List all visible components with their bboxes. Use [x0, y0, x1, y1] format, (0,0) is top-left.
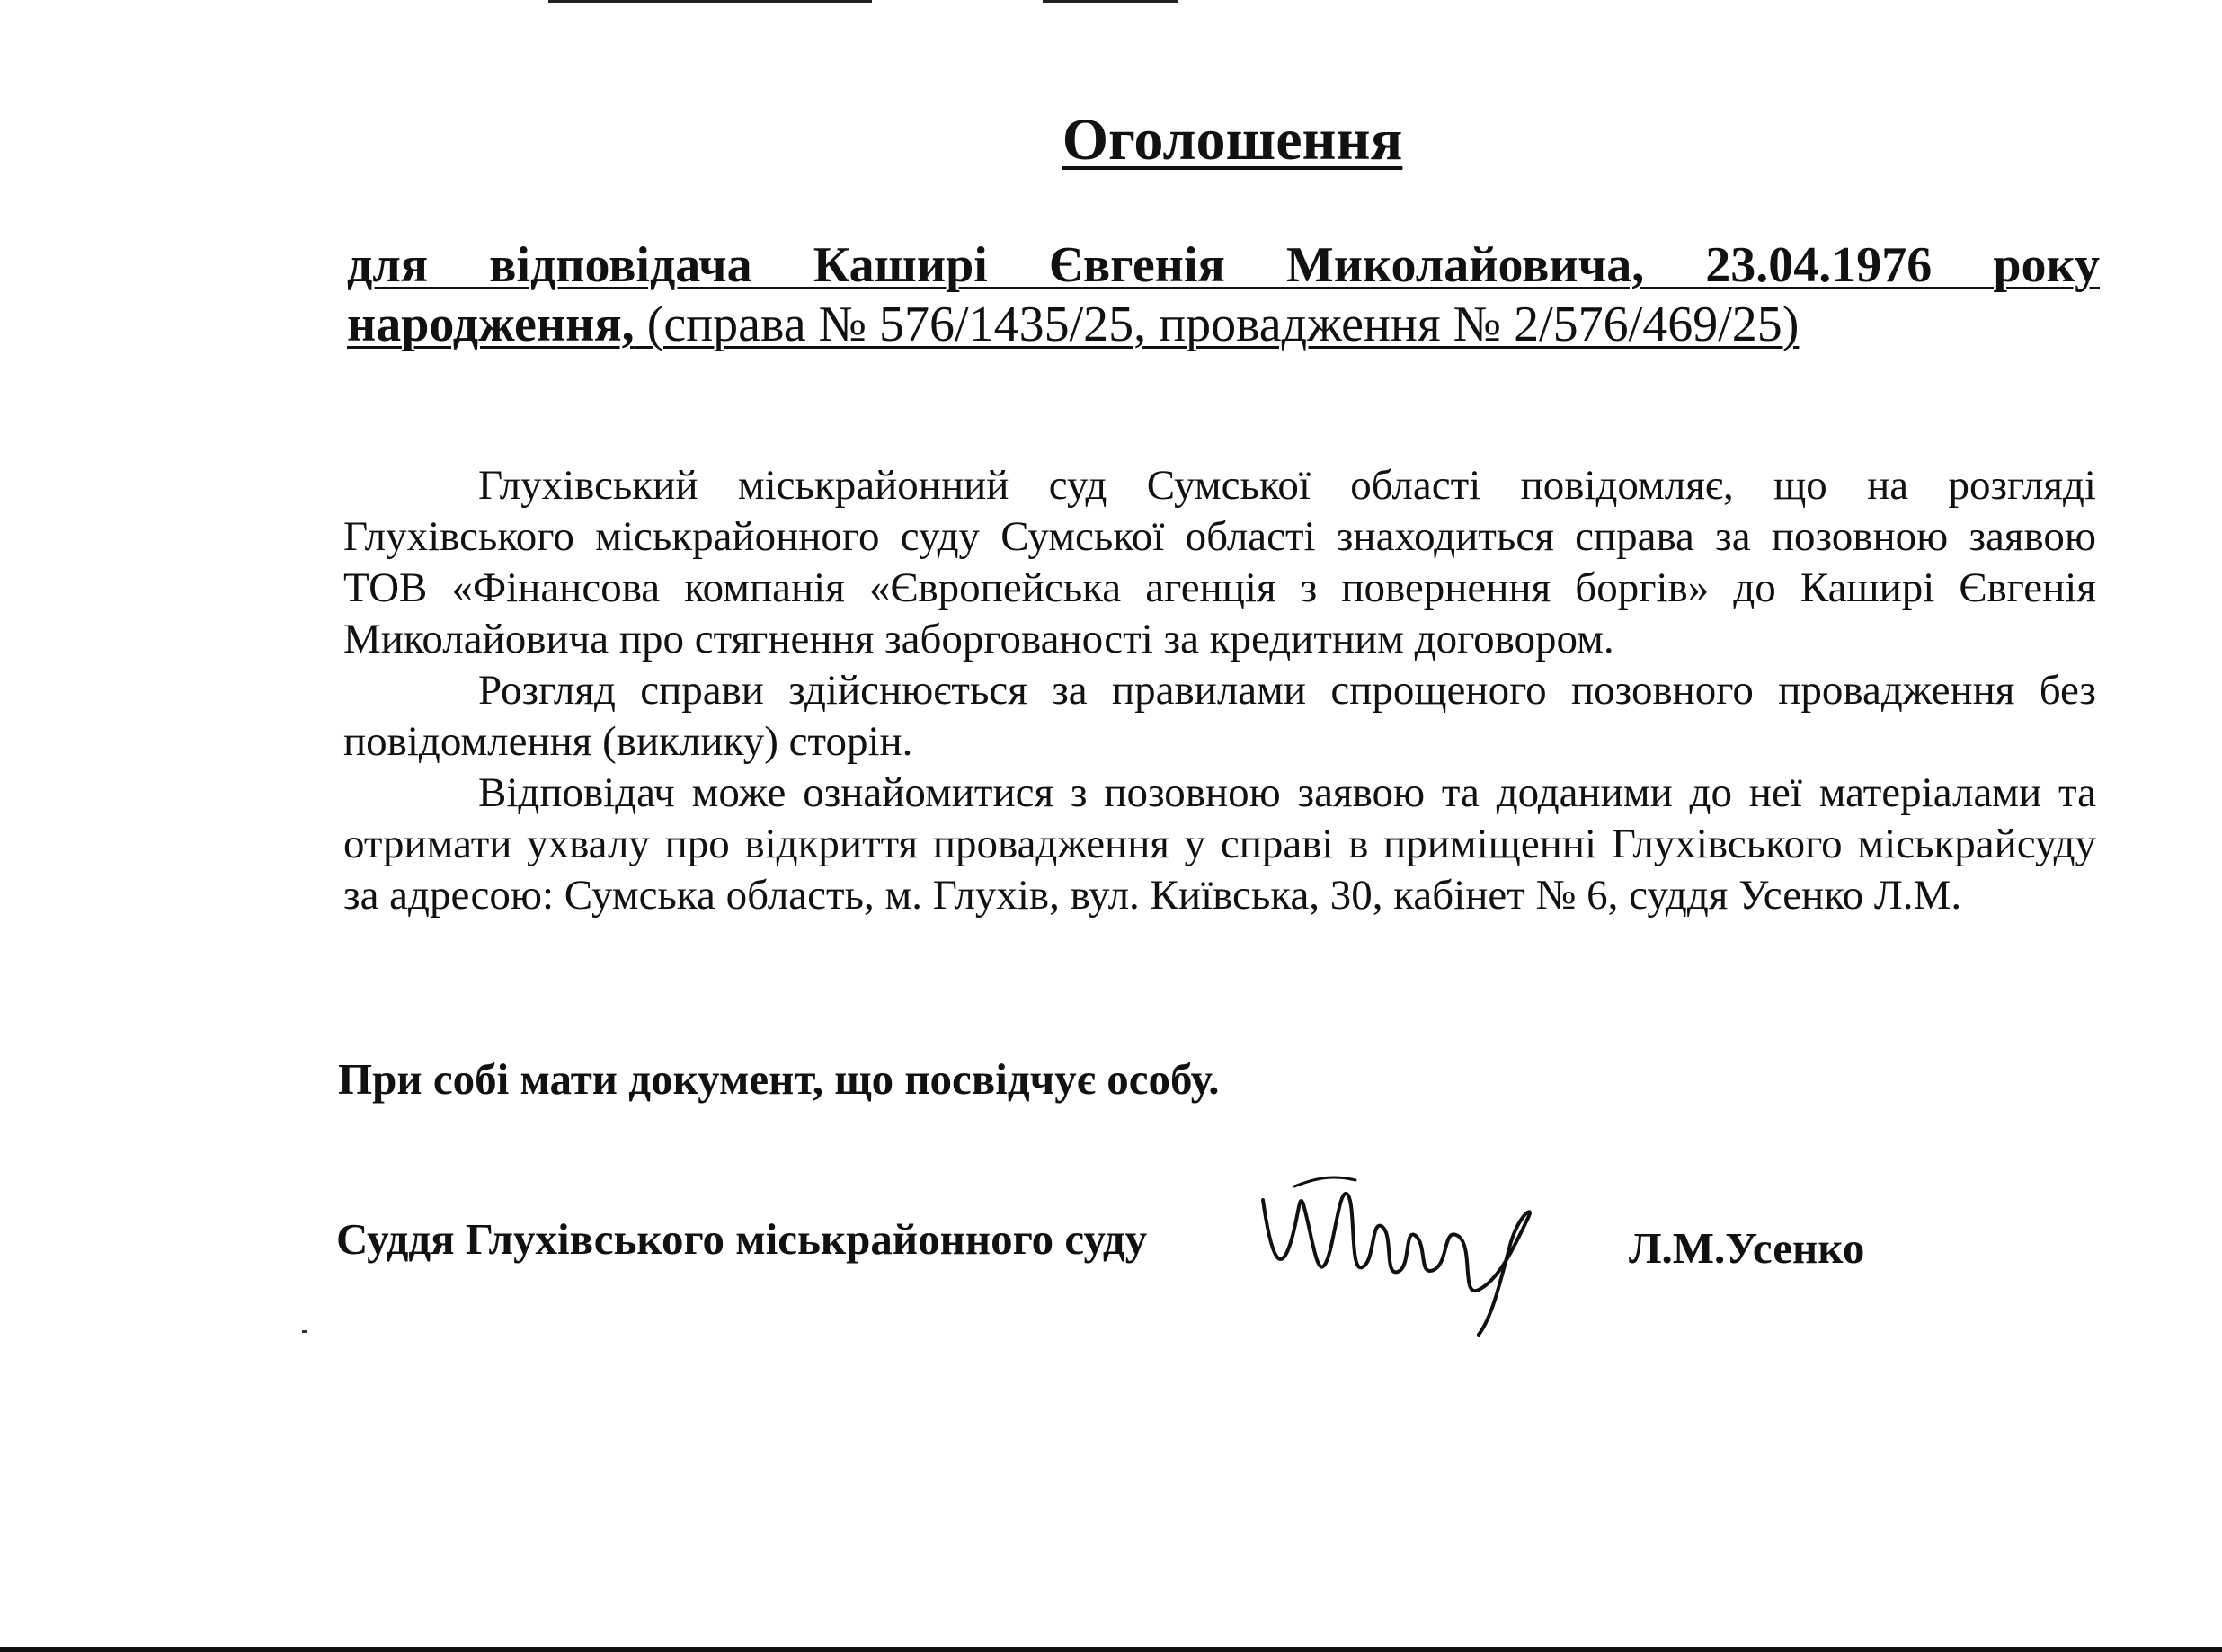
handwritten-signature [1249, 1164, 1555, 1344]
document-title: Оголошення [1062, 107, 1403, 173]
judge-position: Суддя Глухівського міськрайонного суду [336, 1214, 1148, 1264]
scan-artifact-line [1043, 0, 1178, 3]
paragraph: Розгляд справи здійснюється за правилами спрощеного позовного провадження без повідомлення (виклику) сторін. [343, 667, 2096, 765]
respondent-info: для відповідача Каширі Євгенія Миколайовича, 23.04.1976 року народження, [347, 237, 2100, 352]
judge-name: Л.М.Усенко [1629, 1223, 1865, 1273]
id-notice: При собі мати документ, що посвідчує особу. [338, 1054, 1220, 1104]
paragraph: Глухівський міськрайонний суд Сумської області повідомляє, що на розгляді Глухівського міськрайонного суду Сумської області знаходиться справа за позовною заявою ТОВ «Фінансова компанія «Європейська агенція з повернення боргів» до Каширі Євгенія Миколайовича про стягнення заборгованості за кредитним договором. [343, 462, 2096, 662]
case-reference: (справа № 576/1435/25, провадження № 2/576/469/25) [634, 297, 1800, 352]
scan-bottom-edge [0, 1647, 2222, 1652]
paragraph: Відповідач може ознайомитися з позовною заявою та доданими до неї матеріалами та отримати ухвалу про відкриття провадження у справі в приміщенні Глухівського міськрайсуду за адресою: Сумська область, м. Глухів, вул. Київська, 30, кабінет № 6, суддя Усенко Л.М. [343, 769, 2096, 919]
scan-artifact-line [548, 0, 872, 3]
document-body [343, 460, 2096, 921]
subject-line [347, 235, 2100, 354]
scan-speck [302, 1330, 307, 1333]
